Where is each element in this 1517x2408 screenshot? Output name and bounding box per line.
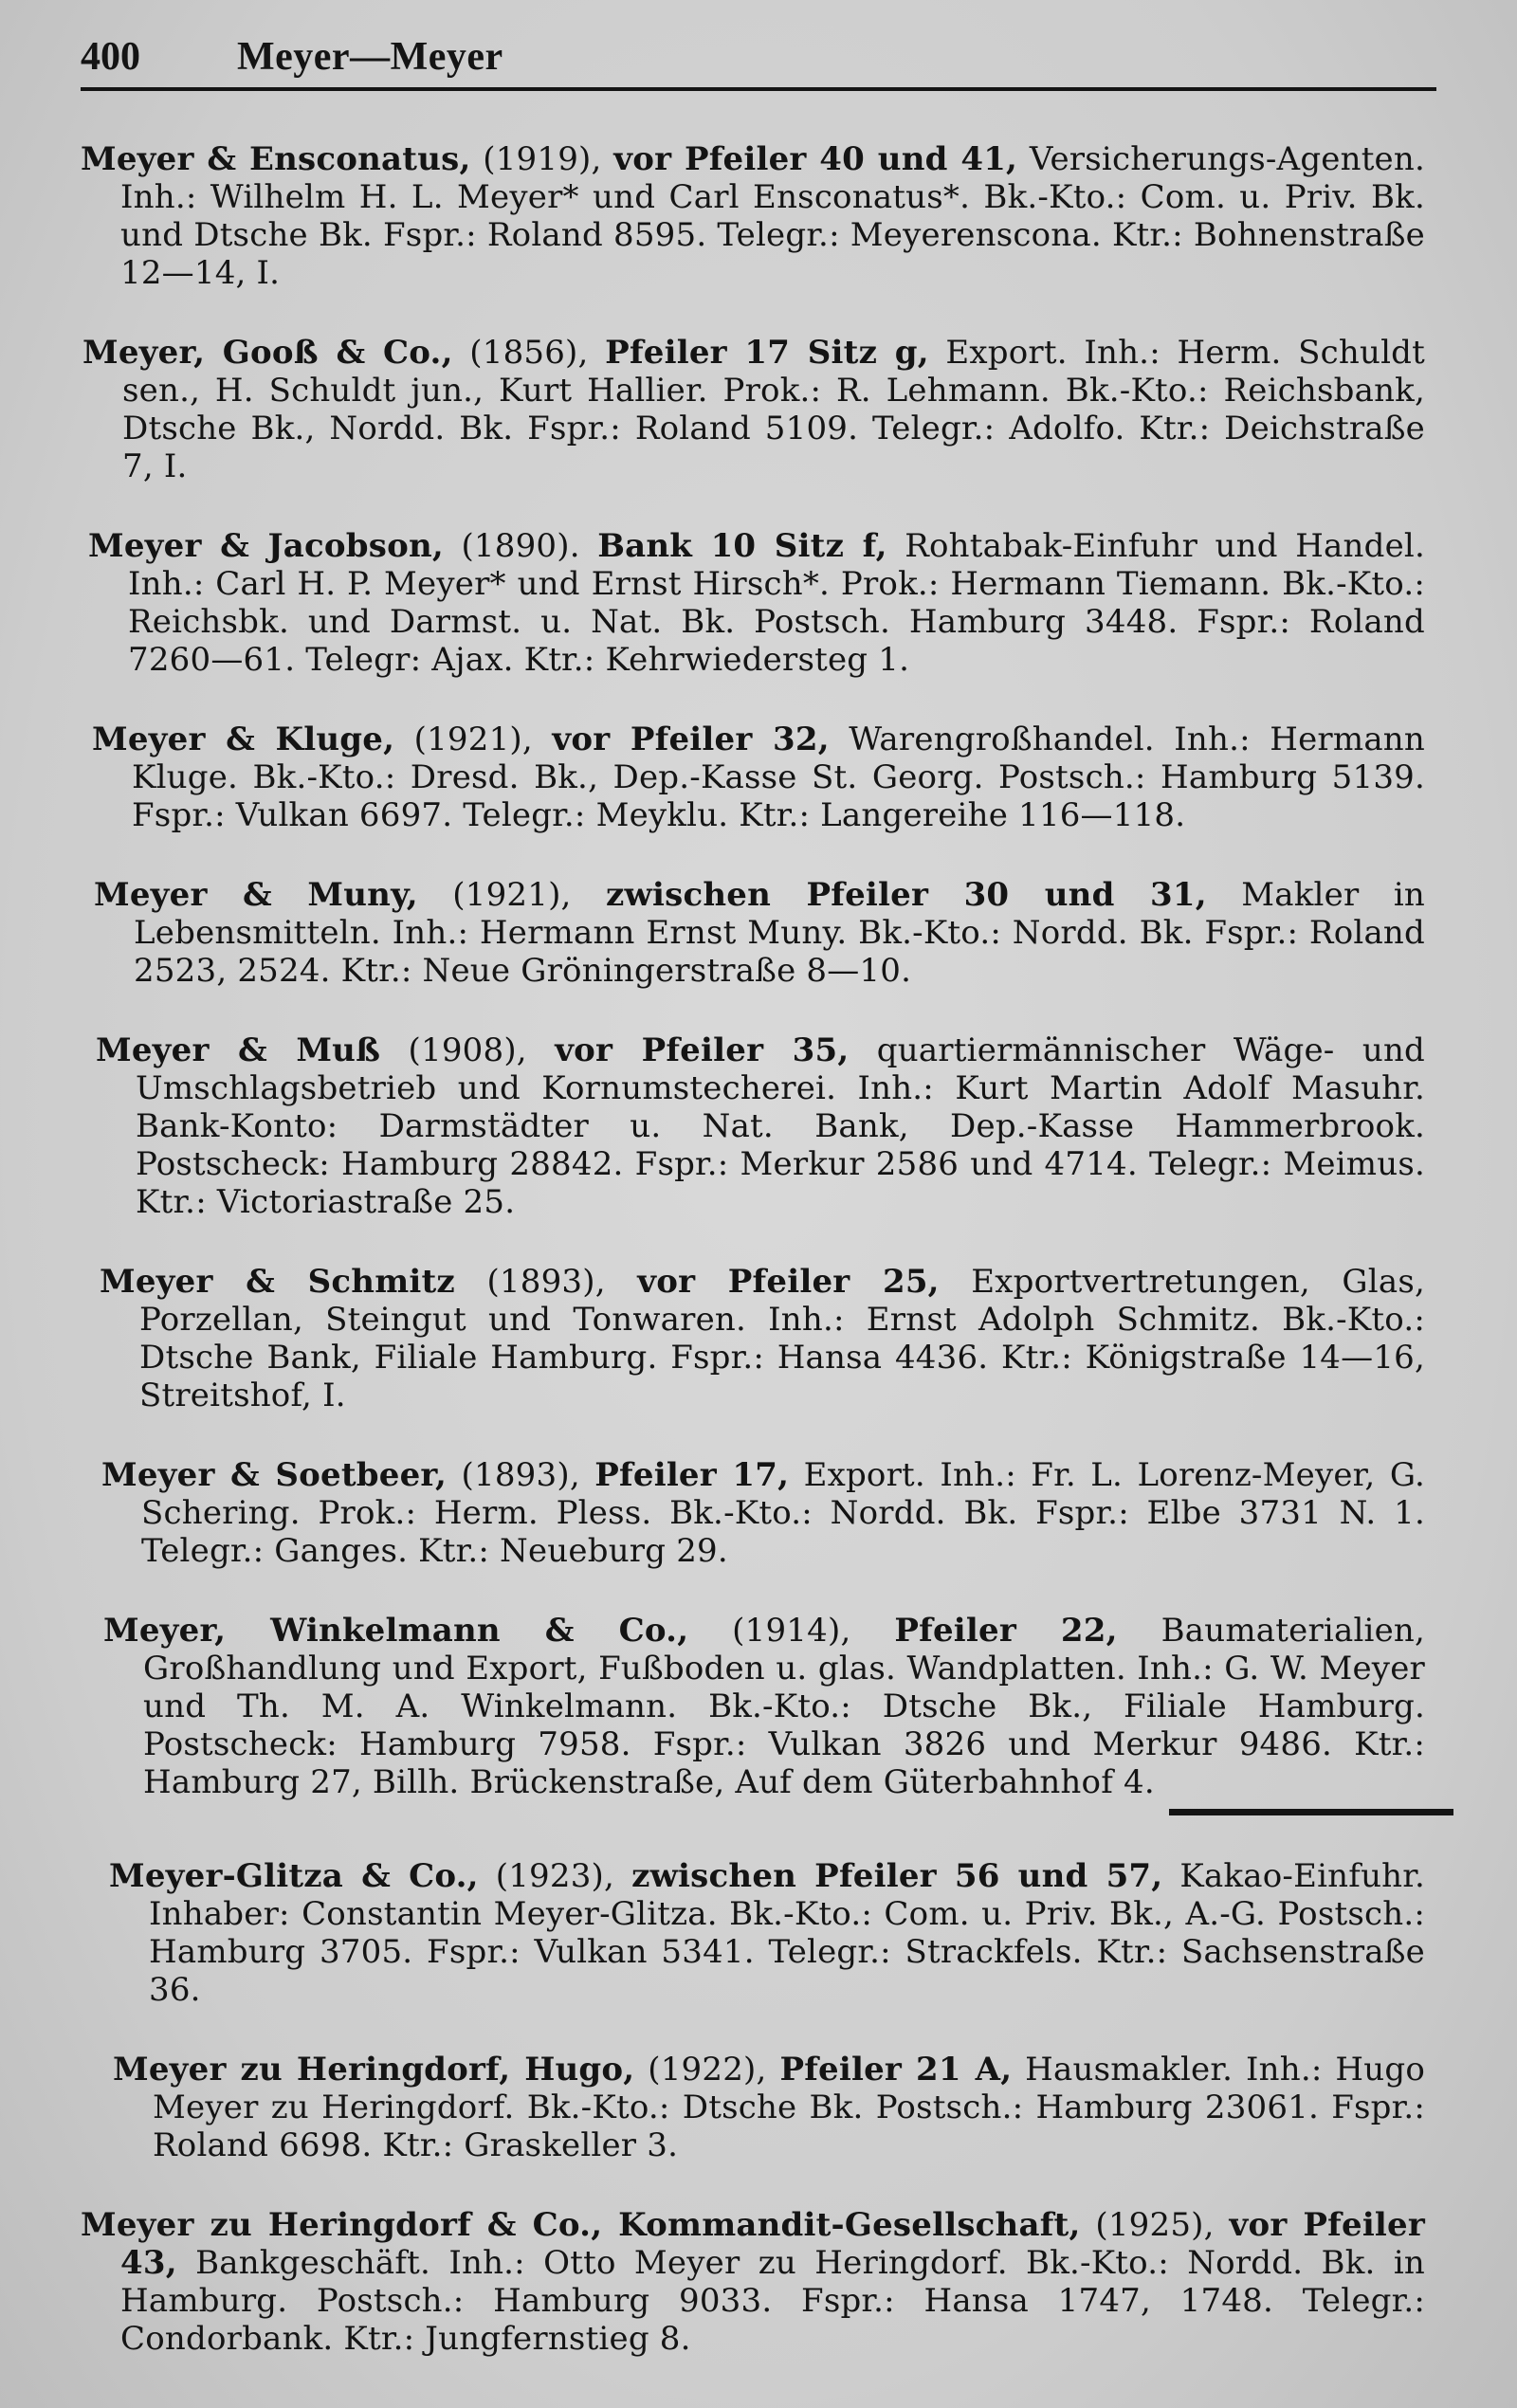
firm-name: Meyer & Muß: [96, 1031, 381, 1069]
entry-details: Export. Inh.: Herm. Schuldt sen., H. Schuldt jun., Kurt Hallier. Prok.: R. Lehmann. Bk.-Kto.: Reichsbank, Dtsche Bk., Nordd. Bk. Fspr.: Roland 5109. Telegr.: Adolfo. Ktr.: Deichstraße 7, I.: [122, 334, 1425, 485]
directory-entry: [101, 1456, 1425, 1570]
entry-details: Kakao-Einfuhr. Inhaber: Constantin Meyer-Glitza. Bk.-Kto.: Com. u. Priv. Bk., A.-G. Postsch.: Hamburg 3705. Fspr.: Vulkan 5341. Telegr.: Strackfels. Ktr.: Sachsenstraße 36.: [149, 1857, 1425, 2009]
entry-details: Export. Inh.: Fr. L. Lorenz-Meyer, G. Schering. Prok.: Herm. Pless. Bk.-Kto.: Nordd. Bk. Fspr.: Elbe 3731 N. 1. Telegr.: Ganges. Ktr.: Neueburg 29.: [141, 1456, 1426, 1570]
founding-year: (1914),: [688, 1612, 895, 1650]
firm-name: Meyer & Soetbeer,: [101, 1456, 448, 1494]
pillar-location: zwischen Pfeiler 30 und 31,: [606, 876, 1207, 914]
pillar-location: Pfeiler 21 A,: [779, 2051, 1013, 2089]
founding-year: (1856),: [452, 334, 606, 372]
directory-entry: [82, 334, 1425, 485]
firm-name: Meyer, Winkelmann & Co.,: [103, 1612, 689, 1650]
firm-name: Meyer & Kluge,: [92, 721, 395, 758]
directory-entry: [88, 527, 1425, 679]
founding-year: (1921),: [394, 721, 553, 758]
entry-details: Exportvertretungen, Glas, Porzellan, Steingut und Tonwaren. Inh.: Ernst Adolph Schmitz. Bk.-Kto.: Dtsche Bank, Filiale Hamburg. Fspr.: Hansa 4436. Ktr.: Königstraße 14—16, Streitshof, I.: [139, 1263, 1425, 1414]
founding-year: (1923),: [478, 1857, 632, 1895]
directory-entry: [81, 140, 1425, 292]
founding-year: (1921),: [417, 876, 607, 914]
entry-details: Hausmakler. Inh.: Hugo Meyer zu Heringdorf. Bk.-Kto.: Dtsche Bk. Postsch.: Hamburg 23061. Fspr.: Roland 6698. Ktr.: Graskeller 3.: [153, 2051, 1425, 2164]
founding-year: (1893),: [447, 1456, 595, 1494]
pillar-location: Bank 10 Sitz f,: [597, 527, 887, 565]
directory-entry: [92, 721, 1425, 834]
firm-name: Meyer & Jacobson,: [88, 527, 444, 565]
pillar-location: vor Pfeiler 32,: [552, 721, 830, 758]
pillar-location: Pfeiler 22,: [894, 1612, 1118, 1650]
directory-entry: [109, 1857, 1425, 2009]
directory-entry: [103, 1612, 1425, 1801]
entry-details: Rohtabak-Einfuhr und Handel. Inh.: Carl H. P. Meyer* und Ernst Hirsch*. Prok.: Hermann Tiemann. Bk.-Kto.: Reichsbk. und Darmst. u. Nat. Bk. Postsch. Hamburg 3448. Fspr.: Roland 7260—61. Telegr: Ajax. Ktr.: Kehrwiedersteg 1.: [128, 527, 1425, 679]
entry-details: Makler in Lebensmitteln. Inh.: Hermann Ernst Muny. Bk.-Kto.: Nordd. Bk. Fspr.: Roland 2523, 2524. Ktr.: Neue Gröningerstraße 8—10.: [134, 876, 1426, 990]
pillar-location: Pfeiler 17,: [594, 1456, 790, 1494]
pillar-location: vor Pfeiler 35,: [555, 1031, 850, 1069]
entry-list: [81, 140, 1425, 2358]
pillar-location: Pfeiler 17 Sitz g,: [605, 334, 929, 372]
entry-details: Versicherungs-Agenten. Inh.: Wilhelm H. L. Meyer* und Carl Ensconatus*. Bk.-Kto.: Com. u. Priv. Bk. und Dtsche Bk. Fspr.: Roland 8595. Telegr.: Meyerenscona. Ktr.: Bohnenstraße 12—14, I.: [120, 140, 1425, 292]
founding-year: (1893),: [454, 1263, 638, 1301]
page-number: 400: [81, 35, 140, 79]
pillar-location: vor Pfeiler 43,: [120, 2206, 1425, 2282]
firm-name: Meyer zu Heringdorf, Hugo,: [113, 2051, 635, 2089]
entry-details: Baumaterialien, Großhandlung und Export, Fußboden u. glas. Wandplatten. Inh.: G. W. Meyer und Th. M. A. Winkelmann. Bk.-Kto.: Dtsche Bk., Filiale Hamburg. Postscheck: Hamburg 7958. Fspr.: Vulkan 3826 und Merkur 9486. Ktr.: Hamburg 27, Billh. Brückenstraße, Auf dem Güterbahnhof 4.: [143, 1612, 1426, 1801]
page-title: Meyer—Meyer: [237, 35, 503, 79]
firm-name: Meyer, Gooß & Co.,: [82, 334, 453, 372]
founding-year: (1919),: [470, 140, 614, 178]
firm-name: Meyer & Schmitz: [100, 1263, 455, 1301]
pillar-location: zwischen Pfeiler 56 und 57,: [631, 1857, 1163, 1895]
firm-name: Meyer zu Heringdorf & Co., Kommandit-Gesellschaft,: [81, 2206, 1081, 2244]
directory-entry: [100, 1263, 1425, 1414]
pillar-location: vor Pfeiler 40 und 41,: [613, 140, 1018, 178]
entry-details: quartiermännischer Wäge- und Umschlagsbetrieb und Kornumstecherei. Inh.: Kurt Martin Adolf Masuhr. Bank-Konto: Darmstädter u. Nat. Bank, Dep.-Kasse Hammerbrook. Postscheck: Hamburg 28842. Fspr.: Merkur 2586 und 4714. Telegr.: Meimus. Ktr.: Victoriastraße 25.: [136, 1031, 1426, 1221]
founding-year: (1890).: [443, 527, 598, 565]
running-head: [81, 28, 1432, 80]
entry-details: Warengroßhandel. Inh.: Hermann Kluge. Bk.-Kto.: Dresd. Bk., Dep.-Kasse St. Georg. Postsch.: Hamburg 5139. Fspr.: Vulkan 6697. Telegr.: Meyklu. Ktr.: Langereihe 116—118.: [132, 721, 1425, 834]
pillar-location: vor Pfeiler 25,: [637, 1263, 940, 1301]
directory-entry: [81, 2206, 1425, 2358]
founding-year: (1925),: [1080, 2206, 1230, 2244]
directory-entry: [113, 2051, 1425, 2164]
directory-entry: [94, 876, 1425, 990]
founding-year: (1908),: [380, 1031, 556, 1069]
firm-name: Meyer-Glitza & Co.,: [109, 1857, 479, 1895]
founding-year: (1922),: [634, 2051, 780, 2089]
firm-name: Meyer & Muny,: [94, 876, 418, 914]
entry-details: Bankgeschäft. Inh.: Otto Meyer zu Heringdorf. Bk.-Kto.: Nordd. Bk. in Hamburg. Postsch.: Hamburg 9033. Fspr.: Hansa 1747, 1748. Telegr.: Condorbank. Ktr.: Jungfernstieg 8.: [120, 2244, 1425, 2358]
section-end-rule: [1169, 1809, 1453, 1815]
directory-entry: [96, 1031, 1425, 1221]
header-rule: [81, 87, 1436, 91]
firm-name: Meyer & Ensconatus,: [81, 140, 471, 178]
